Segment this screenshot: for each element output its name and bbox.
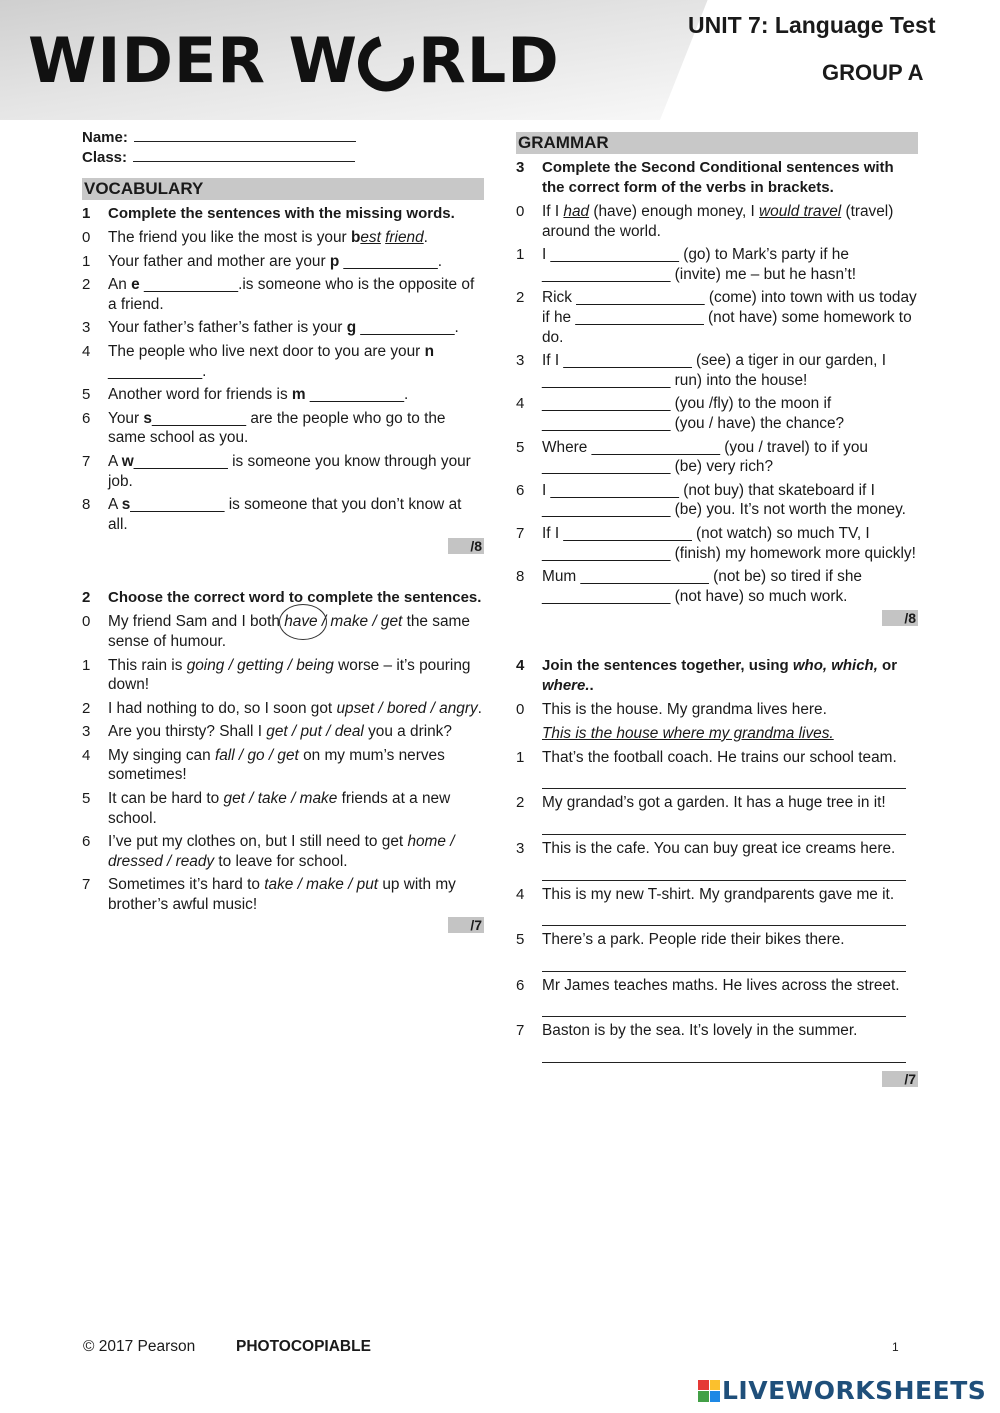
footer-photocopiable: PHOTOCOPIABLE <box>236 1338 371 1355</box>
list-item: 0 My friend Sam and I both have / make / get the same sense of humour. <box>82 613 470 650</box>
list-item: 0 If I had (have) enough money, I would travel (travel) around the world. <box>516 203 894 240</box>
list-item: 3 This is the cafe. You can buy great ice creams here. <box>516 840 896 858</box>
list-item[interactable]: 3 Your father’s father’s father is your g ___________. <box>82 319 459 337</box>
list-item[interactable]: 4 My singing can fall / go / get on my mum’s nerves sometimes! <box>82 746 445 784</box>
list-item[interactable]: 7 Sometimes it’s hard to take / make / put up with my brother’s awful music! <box>82 876 456 914</box>
task4-score: /7 <box>516 1071 918 1087</box>
task1-title: 1 Complete the sentences with the missing words. <box>82 205 455 222</box>
list-item[interactable]: 4 _______________ (you /fly) to the moon if _______________ (you / have) the chance? <box>516 395 845 432</box>
list-item[interactable]: 7 If I _______________ (not watch) so much TV, I _______________ (finish) my homework more quickly! <box>516 524 916 562</box>
task2-title: 2 Choose the correct word to complete the sentences. <box>82 589 482 607</box>
task4-title: 4 Join the sentences together, using who, which, or where.. <box>516 657 898 695</box>
list-item: 5 There’s a park. People ride their bikes there. <box>516 931 845 949</box>
circled-answer: have <box>284 613 318 631</box>
list-item[interactable]: 3 If I _______________ (see) a tiger in our garden, I _______________ run) into the house! <box>516 352 886 389</box>
left-column <box>82 128 484 933</box>
list-item[interactable]: 4 The people who live next door to you are your n ___________. <box>82 342 434 380</box>
class-row: Class: <box>82 148 484 168</box>
list-item[interactable]: 6 I’ve put my clothes on, but I still need to get home / dressed / ready to leave for school. <box>82 833 455 870</box>
grammar-heading: GRAMMAR <box>516 132 918 154</box>
list-item[interactable]: 1 Your father and mother are your p ___________. <box>82 252 442 270</box>
task2-score: /7 <box>82 917 484 933</box>
vocabulary-heading: VOCABULARY <box>82 178 484 200</box>
list-item[interactable]: 1 I _______________ (go) to Mark’s party if he _______________ (invite) me – but he hasn’t! <box>516 246 857 283</box>
task3-score: /8 <box>516 610 918 626</box>
right-column <box>516 132 918 1087</box>
list-item[interactable]: 6 Your s___________ are the people who go to the same school as you. <box>82 409 446 447</box>
list-item[interactable]: 8 Mum _______________ (not be) so tired if she _______________ (not have) so much work. <box>516 568 862 605</box>
name-blank[interactable] <box>134 128 356 142</box>
list-item[interactable]: 8 A s___________ is someone that you don’t know at all. <box>82 496 462 533</box>
list-item[interactable]: 5 Another word for friends is m ___________. <box>82 386 409 404</box>
list-item[interactable]: 5 It can be hard to get / take / make friends at a new school. <box>82 790 451 827</box>
answer-line[interactable] <box>542 1041 906 1063</box>
answer-line[interactable] <box>542 904 906 926</box>
answer-line[interactable] <box>542 995 906 1017</box>
list-item: 0 The friend you like the most is your best friend. <box>82 229 428 246</box>
list-item[interactable]: 1 This rain is going / getting / being worse – it’s pouring down! <box>82 656 471 694</box>
list-item[interactable]: 2 An e ___________.is someone who is the opposite of a friend. <box>82 276 475 313</box>
logo-ring-icon <box>348 25 424 101</box>
list-item: 4 This is my new T-shirt. My grandparents gave me it. <box>516 885 895 903</box>
answer-line[interactable] <box>542 767 906 789</box>
list-item[interactable]: 7 A w___________ is someone you know through your job. <box>82 452 471 490</box>
list-item: 1 That’s the football coach. He trains our school team. <box>516 748 897 766</box>
list-item: 0 This is the house. My grandma lives here. <box>516 701 827 719</box>
list-item[interactable]: 2 I had nothing to do, so I soon got upset / bored / angry. <box>82 699 482 717</box>
footer-copyright: © 2017 Pearson <box>83 1338 196 1355</box>
class-blank[interactable] <box>133 148 355 162</box>
wider-world-logo: WIDER W RLD <box>28 26 560 96</box>
answer-line[interactable] <box>542 950 906 972</box>
task1-score: /8 <box>82 538 484 554</box>
task3-title: 3 Complete the Second Conditional sentences with the correct form of the verbs in brackets. <box>516 159 894 196</box>
list-item[interactable]: 5 Where _______________ (you / travel) to if you _______________ (be) very rich? <box>516 438 868 476</box>
page-number: 1 <box>892 1340 899 1354</box>
list-item[interactable]: 2 Rick _______________ (come) into town with us today if he _______________ (not have) some homework to do. <box>516 289 917 346</box>
list-item: 2 My grandad’s got a garden. It has a huge tree in it! <box>516 794 886 812</box>
list-item[interactable]: 6 I _______________ (not buy) that skateboard if I _______________ (be) you. It’s not worth the money. <box>516 481 906 519</box>
liveworksheets-logo: LIVEWORKSHEETS <box>698 1376 986 1405</box>
list-item: 7 Baston is by the sea. It’s lovely in the summer. <box>516 1022 858 1040</box>
unit-title: UNIT 7: Language Test <box>688 12 936 38</box>
liveworksheets-icon <box>698 1380 720 1402</box>
name-row: Name: <box>82 128 484 148</box>
group-title: GROUP A <box>822 60 924 85</box>
answer-line[interactable] <box>542 813 906 835</box>
answer-line[interactable] <box>542 859 906 881</box>
list-item[interactable]: 3 Are you thirsty? Shall I get / put / deal you a drink? <box>82 723 452 741</box>
model-answer: This is the house where my grandma lives. <box>542 724 834 742</box>
list-item: 6 Mr James teaches maths. He lives across the street. <box>516 976 900 994</box>
